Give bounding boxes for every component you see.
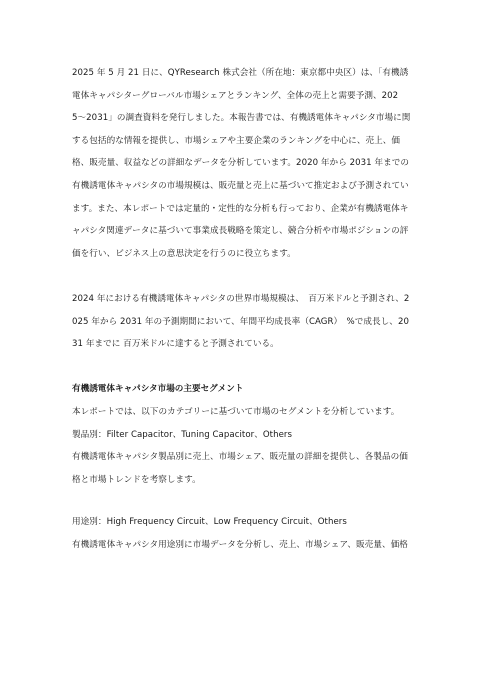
paragraph-spacer [72,265,412,288]
segment-by-product: 製品別：Filter Capacitor、Tuning Capacitor、Others [72,429,293,440]
paragraph-spacer [72,356,412,379]
segment-by-product-description: 有機誘電体キャパシタ製品別に売上、市場シェア、販売量の詳細を提供し、各製品の価格と市場トレンドを考察します。 [72,452,408,485]
paragraph-spacer [72,491,412,511]
market-size-paragraph: 2024 年における有機誘電体キャパシタの世界市場規模は、 百万米ドルと予測され、2025 年から 2031 年の予測期間において、年間平均成長率（CAGR） %で成長し、2031 年までに 百万米ドルに達すると予測されている。 [72,293,410,350]
segment-by-application: 用途別：High Frequency Circuit、Low Frequency Circuit、Others [72,517,347,528]
segments-intro: 本レポートでは、以下のカテゴリーに基づいて市場のセグメントを分析しています。 [72,406,400,417]
document-page [72,62,412,556]
segments-heading: 有機誘電体キャパシタ市場の主要セグメント [72,384,244,395]
intro-paragraph: 2025 年 5 月 21 日に、QYResearch 株式会社（所在地：東京都中央区）は、「有機誘電体キャパシターグローバル市場シェアとランキング、全体の売上と需要予測、2025〜2031」の調査資料を発行しました。本報告書では、有機誘電体キャパシタ市場に関する包括的な情報を提供し、市場シェアや主要企業のランキングを中心に、売上、価格、販売量、収益などの詳細なデータを分析しています。2020 年から 2031 年までの有機誘電体キャパシタの市場規模は、販売量と売上に基づいて推定および予測されています。また、本レポートでは定量的・定性的な分析も行っており、企業が有機誘電体キャパシタ関連データに基づいて事業成長戦略を策定し、競合分析や市場ポジションの評価を行い、ビジネス上の意思決定を行うのに役立ちます。 [72,68,411,259]
segment-by-application-description: 有機誘電体キャパシタ用途別に市場データを分析し、売上、市場シェア、販売量、価格 [72,539,408,550]
